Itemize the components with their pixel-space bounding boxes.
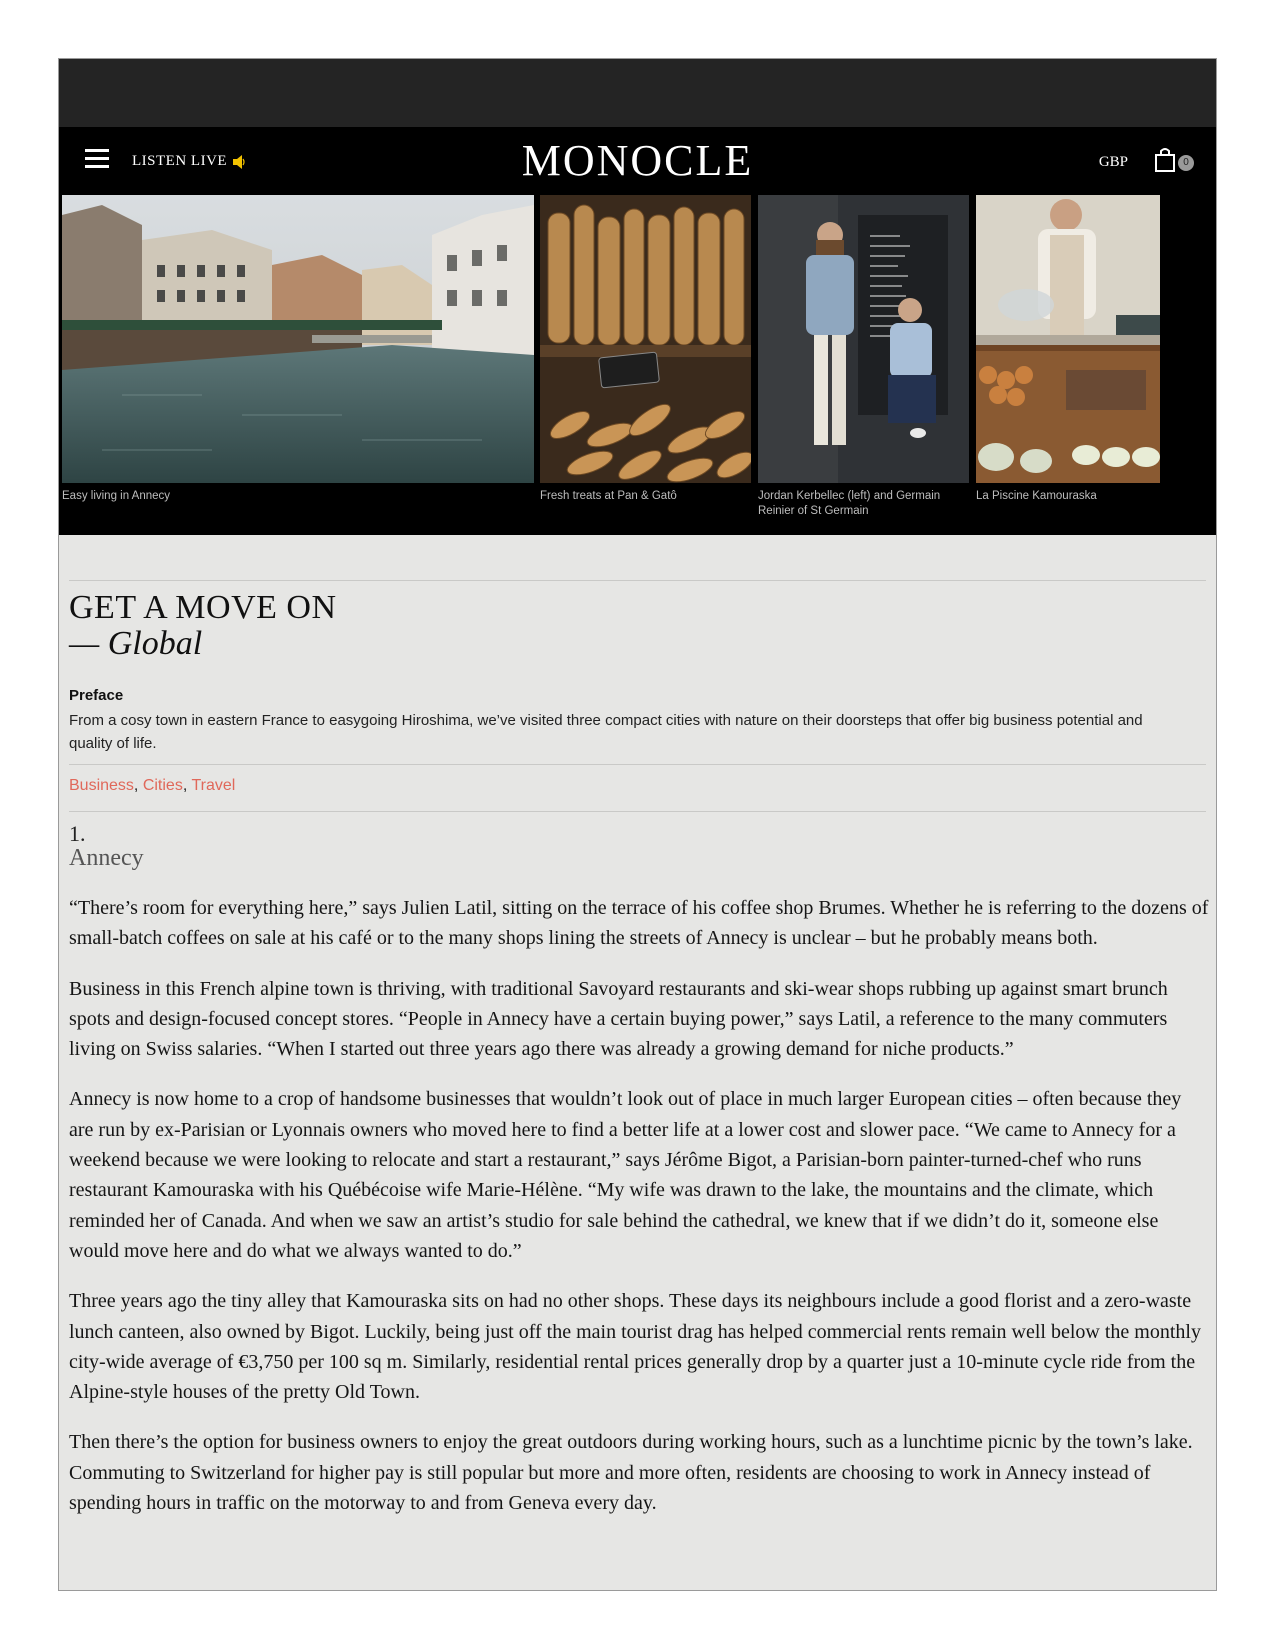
- tag-separator: ,: [133, 777, 143, 794]
- annecy-canal-image: [62, 195, 534, 483]
- gallery-photo-st-germain[interactable]: [758, 195, 969, 483]
- page-frame: [58, 58, 1217, 1591]
- bread-image: [540, 195, 751, 483]
- divider: [69, 764, 1206, 765]
- tag-cities[interactable]: Cities: [142, 777, 183, 794]
- section-title: Annecy: [69, 845, 144, 871]
- article-paragraph: Three years ago the tiny alley that Kamouraska sits on had no other shops. These days its neighbours include a good florist and a zero-waste lunch canteen, also owned by Bigot. Luckily, being just off the main tourist drag has helped commercial rents remain well below the monthly city-wide average of €3,750 per 100 sq m. Similarly, residential rental prices generally drop by a quarter just a 10-minute cycle ride from the Alpine-style houses of the pretty Old Town.: [69, 1290, 1201, 1404]
- article-paragraph: Annecy is now home to a crop of handsome businesses that wouldn’t look out of place in much larger European cities – often because they are run by ex-Parisian or Lyonnais owners who moved here to find a better life at a lower cost and slower pace. “We came to Annecy for a weekend because we were looking to relocate and start a restaurant,” says Jérôme Bigot, a Parisian-born painter-turned-chef who runs restaurant Kamouraska with his Québécoise wife Marie-Hélène. “My wife was drawn to the lake, the mountains and the climate, which reminded her of Canada. And when we saw an artist’s studio for sale behind the cathedral, we knew that if we didn’t do it, someone else would move here and do what we always wanted to do.”: [69, 1088, 1182, 1262]
- article-title: GET A MOVE ON: [69, 589, 337, 626]
- gallery-photo-bread[interactable]: [540, 195, 751, 483]
- article-tags: [69, 777, 235, 795]
- preface-text: From a cosy town in eastern France to easygoing Hiroshima, we’ve visited three compact cities with nature on their doorsteps that offer big business potential and quality of life.: [69, 712, 1143, 752]
- tag-separator: ,: [182, 777, 192, 794]
- st-germain-owners-image: [758, 195, 969, 483]
- article-paragraph: Business in this French alpine town is thriving, with traditional Savoyard restaurants and ski-wear shops rubbing up against smart brunch spots and design-focused concept stores. “People in Annecy have a certain buying power,” says Latil, a reference to the many commuters living on Swiss salaries. “When I started out three years ago there was already a growing demand for niche products.”: [69, 977, 1168, 1061]
- gallery-caption-2: Fresh treats at Pan & Gatô: [540, 490, 677, 502]
- divider: [69, 580, 1206, 581]
- shopping-bag-icon[interactable]: [1154, 147, 1176, 173]
- preface-label: Preface: [69, 687, 124, 704]
- gallery-caption-4: La Piscine Kamouraska: [976, 490, 1097, 502]
- gallery-caption-1: Easy living in Annecy: [62, 490, 171, 502]
- kamouraska-image: [976, 195, 1160, 483]
- divider: [69, 811, 1206, 812]
- article-paragraph: “There’s room for everything here,” says Julien Latil, sitting on the terrace of his coffee shop Brumes. Whether he is referring to the dozens of small-batch coffees on sale at his café or to the many shops lining the streets of Annecy is unclear – but he probably means both.: [69, 897, 1209, 950]
- article-subtitle: — Global: [69, 625, 203, 662]
- article-paragraph: Then there’s the option for business owners to enjoy the great outdoors during working hours, such as a lunchtime picnic by the town’s lake. Commuting to Switzerland for higher pay is still popular but more and more often, residents are choosing to work in Annecy instead of spending hours in traffic on the motorway to and from Geneva every day.: [69, 1431, 1193, 1515]
- listen-live-label: LISTEN LIVE: [132, 153, 228, 169]
- tag-travel[interactable]: Travel: [191, 777, 236, 794]
- section-number: 1.: [69, 821, 86, 846]
- photo-gallery: [59, 195, 1216, 535]
- currency-selector[interactable]: GBP: [1098, 154, 1128, 170]
- gallery-photo-kamouraska[interactable]: [976, 195, 1160, 483]
- tag-business[interactable]: Business: [69, 777, 134, 794]
- gallery-photo-annecy[interactable]: [62, 195, 534, 483]
- article-body: [69, 893, 1209, 1538]
- monocle-logo[interactable]: MONOCLE: [521, 136, 754, 185]
- site-header: [59, 127, 1216, 195]
- cart-count-badge: 0: [1178, 155, 1194, 171]
- gallery-caption-3: Jordan Kerbellec (left) and Germain Reinier of St Germain: [758, 490, 941, 517]
- browser-top-bar: [59, 59, 1216, 127]
